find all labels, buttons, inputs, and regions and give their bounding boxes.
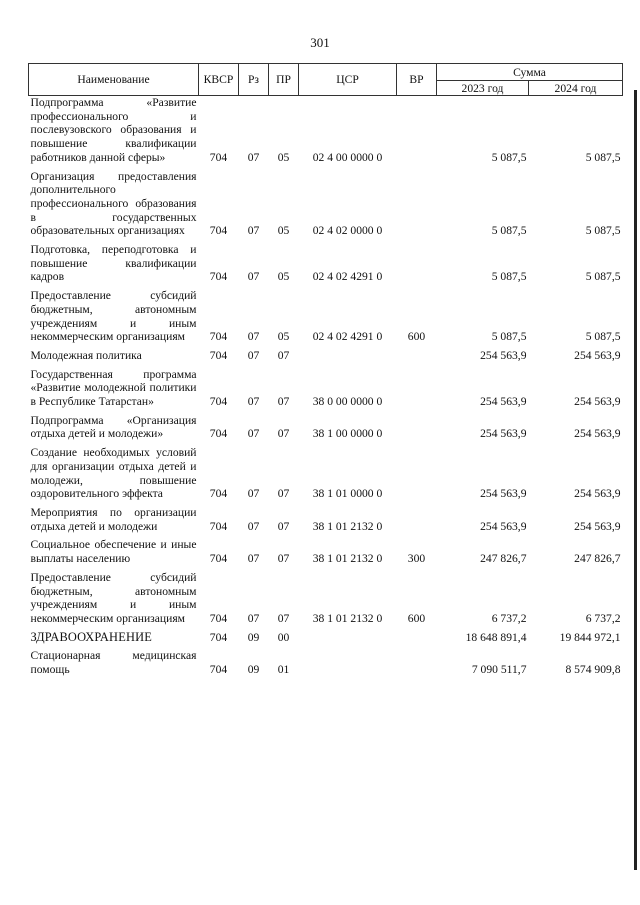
row-kvsr: 704 <box>209 330 228 344</box>
row-pr: 07 <box>277 519 290 533</box>
row-sum-2024: 8 574 909,8 <box>565 663 621 677</box>
row-vr <box>397 506 437 538</box>
row-pr: 05 <box>277 270 290 284</box>
table-row <box>29 446 623 506</box>
row-name: Мероприятия по организации отдыха детей и молодежи <box>30 505 197 533</box>
row-csr: 02 4 00 0000 0 <box>312 150 383 164</box>
row-rz: 07 <box>247 519 260 533</box>
page-number: 301 <box>310 35 330 50</box>
table-row <box>29 170 623 244</box>
row-pr: 00 <box>277 630 290 644</box>
row-pr: 05 <box>277 224 290 238</box>
table-row <box>29 506 623 538</box>
row-vr: 300 <box>407 552 426 566</box>
row-rz: 07 <box>247 395 260 409</box>
table-header <box>29 64 623 96</box>
row-name: Предоставление субсидий бюджетным, автономным учреждениям и иным некоммерческим организациям <box>30 570 197 625</box>
table-row <box>29 96 623 170</box>
table-body <box>29 96 623 682</box>
table-row <box>29 571 623 631</box>
row-csr <box>299 631 397 650</box>
row-sum-2023: 5 087,5 <box>491 270 527 284</box>
row-kvsr: 704 <box>209 150 228 164</box>
row-rz: 07 <box>247 224 260 238</box>
row-pr: 07 <box>277 552 290 566</box>
row-csr: 38 1 01 2132 0 <box>312 611 383 625</box>
table-row <box>29 349 623 368</box>
row-kvsr: 704 <box>209 630 228 644</box>
row-name: Подпрограмма «Развитие профессионального и послевузовского образования и повышение квалификации работников данной сферы» <box>30 96 197 164</box>
table-row <box>29 243 623 289</box>
header-kvsr: КВСР <box>199 64 239 96</box>
row-rz: 07 <box>247 270 260 284</box>
row-name: Социальное обеспечение и иные выплаты населению <box>30 538 197 566</box>
row-vr <box>397 349 437 368</box>
row-vr <box>397 96 437 170</box>
row-sum-2023: 254 563,9 <box>480 427 527 441</box>
table-row <box>29 631 623 650</box>
row-sum-2024: 6 737,2 <box>585 611 621 625</box>
row-rz: 07 <box>247 611 260 625</box>
row-sum-2023: 18 648 891,4 <box>465 630 527 644</box>
row-rz: 07 <box>247 330 260 344</box>
row-vr <box>397 170 437 244</box>
table-row <box>29 538 623 570</box>
budget-table <box>28 63 623 682</box>
row-csr: 02 4 02 4291 0 <box>312 330 383 344</box>
row-vr: 600 <box>407 611 426 625</box>
header-sum: Сумма <box>437 64 623 81</box>
row-name: Молодежная политика <box>30 348 142 362</box>
row-name: Стационарная медицинская помощь <box>30 649 197 677</box>
row-csr: 38 1 01 2132 0 <box>312 519 383 533</box>
row-sum-2024: 5 087,5 <box>585 270 621 284</box>
row-sum-2024: 5 087,5 <box>585 224 621 238</box>
row-vr <box>397 368 437 414</box>
row-sum-2023: 254 563,9 <box>480 487 527 501</box>
row-sum-2023: 254 563,9 <box>480 348 527 362</box>
row-rz: 07 <box>247 150 260 164</box>
row-rz: 09 <box>247 630 260 644</box>
header-rz: Рз <box>239 64 269 96</box>
row-csr: 38 0 00 0000 0 <box>312 395 383 409</box>
row-pr: 07 <box>277 395 290 409</box>
row-sum-2024: 254 563,9 <box>574 427 621 441</box>
row-csr: 38 1 01 0000 0 <box>312 487 383 501</box>
row-sum-2023: 247 826,7 <box>480 552 527 566</box>
row-pr: 05 <box>277 150 290 164</box>
row-pr: 05 <box>277 330 290 344</box>
row-sum-2024: 5 087,5 <box>585 150 621 164</box>
row-sum-2023: 5 087,5 <box>491 330 527 344</box>
row-sum-2024: 254 563,9 <box>574 348 621 362</box>
row-name: Предоставление субсидий бюджетным, автономным учреждениям и иным некоммерческим организациям <box>30 289 197 344</box>
row-vr <box>397 243 437 289</box>
row-csr: 02 4 02 4291 0 <box>312 270 383 284</box>
row-rz: 07 <box>247 348 260 362</box>
row-pr: 07 <box>277 427 290 441</box>
row-sum-2024: 254 563,9 <box>574 487 621 501</box>
header-year-2023: 2023 год <box>437 81 529 96</box>
table-row <box>29 649 623 681</box>
row-kvsr: 704 <box>209 427 228 441</box>
row-vr: 600 <box>407 330 426 344</box>
row-sum-2023: 254 563,9 <box>480 395 527 409</box>
row-rz: 07 <box>247 427 260 441</box>
row-csr <box>299 349 397 368</box>
row-name: Организация предоставления дополнительного профессионального образования в государственных образовательных организациях <box>30 169 197 238</box>
row-kvsr: 704 <box>209 224 228 238</box>
row-sum-2024: 254 563,9 <box>574 519 621 533</box>
row-kvsr: 704 <box>209 348 228 362</box>
row-name: Государственная программа «Развитие молодежной политики в Республике Татарстан» <box>30 367 197 409</box>
row-rz: 07 <box>247 487 260 501</box>
row-kvsr: 704 <box>209 395 228 409</box>
row-vr <box>397 414 437 446</box>
row-kvsr: 704 <box>209 487 228 501</box>
row-vr <box>397 649 437 681</box>
header-name: Наименование <box>29 64 199 96</box>
row-sum-2023: 254 563,9 <box>480 519 527 533</box>
row-vr <box>397 446 437 506</box>
table-row <box>29 414 623 446</box>
header-vr: ВР <box>397 64 437 96</box>
row-name: Подготовка, переподготовка и повышение квалификации кадров <box>30 243 197 284</box>
row-name: ЗДРАВООХРАНЕНИЕ <box>30 629 153 644</box>
row-vr <box>397 631 437 650</box>
row-rz: 07 <box>247 552 260 566</box>
row-csr: 02 4 02 0000 0 <box>312 224 383 238</box>
row-csr: 38 1 00 0000 0 <box>312 427 383 441</box>
scan-edge-line <box>634 90 637 870</box>
row-csr <box>299 649 397 681</box>
row-sum-2023: 7 090 511,7 <box>471 663 527 677</box>
row-sum-2023: 6 737,2 <box>491 611 527 625</box>
header-csr: ЦСР <box>299 64 397 96</box>
row-name: Подпрограмма «Организация отдыха детей и молодежи» <box>30 413 197 441</box>
row-sum-2024: 19 844 972,1 <box>559 630 621 644</box>
row-sum-2023: 5 087,5 <box>491 224 527 238</box>
row-pr: 07 <box>277 487 290 501</box>
row-kvsr: 704 <box>209 552 228 566</box>
row-sum-2023: 5 087,5 <box>491 150 527 164</box>
row-sum-2024: 247 826,7 <box>574 552 621 566</box>
row-sum-2024: 5 087,5 <box>585 330 621 344</box>
table-row <box>29 289 623 349</box>
row-kvsr: 704 <box>209 663 228 677</box>
row-pr: 07 <box>277 611 290 625</box>
row-rz: 09 <box>247 663 260 677</box>
row-name: Создание необходимых условий для организации отдыха детей и молодежи, повышение оздоровительного эффекта <box>30 446 197 501</box>
row-csr: 38 1 01 2132 0 <box>312 552 383 566</box>
row-sum-2024: 254 563,9 <box>574 395 621 409</box>
row-kvsr: 704 <box>209 611 228 625</box>
header-pr: ПР <box>269 64 299 96</box>
table-row <box>29 368 623 414</box>
row-pr: 01 <box>277 663 290 677</box>
row-kvsr: 704 <box>209 519 228 533</box>
header-year-2024: 2024 год <box>529 81 623 96</box>
row-pr: 07 <box>277 348 290 362</box>
row-kvsr: 704 <box>209 270 228 284</box>
